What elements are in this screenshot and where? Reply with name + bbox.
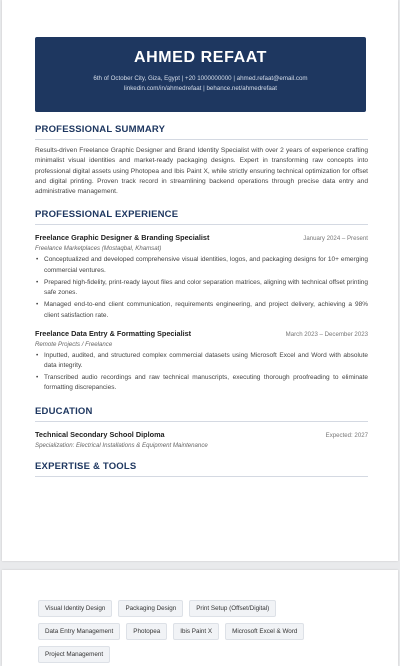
section-title-education: EDUCATION (35, 406, 368, 422)
job-title: Freelance Data Entry & Formatting Specialist (35, 328, 192, 338)
expertise-section (35, 461, 368, 477)
resume-page-2 (2, 570, 398, 666)
experience-section (35, 209, 368, 393)
candidate-name: AHMED REFAAT (133, 49, 268, 66)
skill-tag: Ibis Paint X (173, 623, 219, 640)
job-entry (35, 329, 368, 394)
skill-tag: Print Setup (Offset/Digital) (189, 600, 276, 617)
education-entry (35, 430, 368, 449)
resume-page-1 (2, 0, 398, 561)
bullet-item: • Conceptualized and developed comprehensive visual identities, logos, and packaging designs for 10+ emerging commercial ventures. (44, 255, 368, 275)
bullet-item: • Prepared high-fidelity, print-ready layout files and color separation matrices, aligning with technical offset printing safe zones. (44, 278, 368, 298)
section-title-experience: PROFESSIONAL EXPERIENCE (35, 209, 368, 225)
bullet-item: • Managed end-to-end client communication, requirements engineering, and project delivery, achieving a 98% client satisfaction rate. (44, 300, 368, 320)
job-title: Freelance Graphic Designer & Branding Specialist (35, 233, 210, 243)
job-date: January 2024 – Present (303, 235, 368, 243)
resume-body (35, 124, 368, 477)
job-organization: Remote Projects / Freelance (35, 340, 113, 348)
resume-header (35, 37, 366, 112)
education-specialization: Specialization: Electrical Installations & Equipment Maintenance (35, 441, 208, 449)
job-bullets (35, 351, 368, 394)
summary-text: Results-driven Freelance Graphic Designer and Brand Identity Specialist with over 2 years of experience crafting minimalist visual identities and market-ready packaging designs. Expert in transforming raw concepts into professional digital assets using Photopea and Ibis Paint X, while strictly ensuring technical optimization for offset and digital printing. Proven track record in streamlining backend operations through precise data entry and administrative management. (35, 147, 368, 196)
contact-info: 6th of October City, Giza, Egypt | +20 1000000000 | ahmed.refaat@email.com (93, 75, 308, 82)
skill-tags (38, 600, 338, 663)
job-entry (35, 233, 368, 320)
profile-links: linkedin.com/in/ahmedrefaat | behance.net/ahmedrefaat (124, 85, 277, 92)
education-date: Expected: 2027 (325, 431, 368, 439)
job-bullets (35, 255, 368, 320)
skill-tag: Packaging Design (118, 600, 183, 617)
job-date: March 2023 – December 2023 (285, 330, 368, 338)
skill-tag: Data Entry Management (38, 623, 120, 640)
skill-tag: Project Management (38, 646, 110, 663)
skill-tag: Photopea (126, 623, 167, 640)
section-title-expertise: EXPERTISE & TOOLS (35, 461, 368, 477)
skill-tag: Microsoft Excel & Word (225, 623, 304, 640)
skill-tag: Visual Identity Design (38, 600, 112, 617)
bullet-item: • Inputted, audited, and structured complex commercial datasets using Microsoft Excel and Word with absolute data integrity. (44, 351, 368, 371)
summary-section (35, 124, 368, 197)
degree-title: Technical Secondary School Diploma (35, 429, 165, 439)
section-title-summary: PROFESSIONAL SUMMARY (35, 124, 368, 140)
job-organization: Freelance Marketplaces (Mostaqbal, Khamsat) (35, 245, 162, 253)
education-section (35, 406, 368, 449)
bullet-item: • Transcribed audio recordings and raw technical manuscripts, executing thorough proofreading to eliminate formatting discrepancies. (44, 373, 368, 393)
